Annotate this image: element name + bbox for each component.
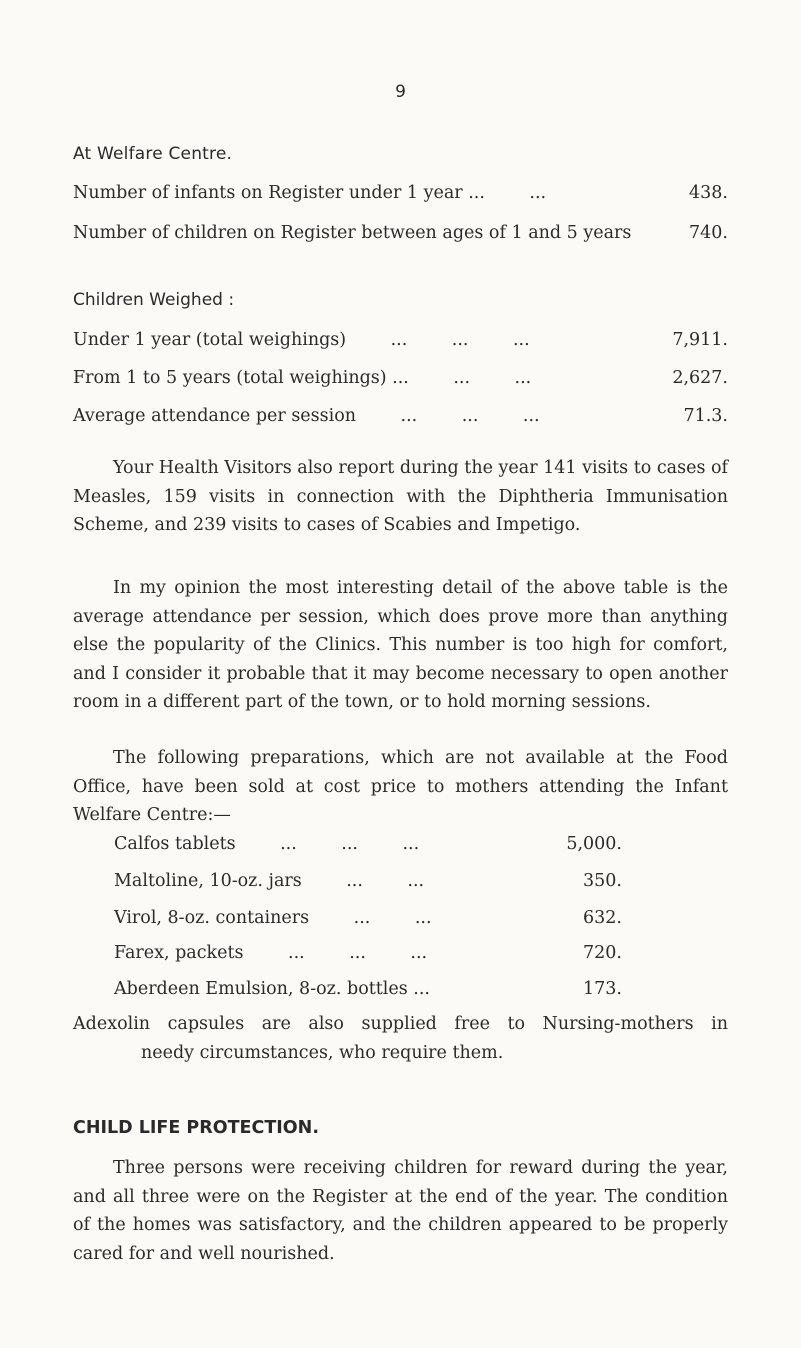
preparation-value: 5,000. — [566, 834, 622, 854]
preparation-label: Farex, packets ... ... ... — [114, 943, 428, 963]
preparation-row-virol — [114, 908, 622, 928]
preparation-row-maltoline — [114, 871, 622, 891]
paragraph-text: Three persons were receiving children for reward during the year, and all three were on the Register at the end of the year. The condition of the homes was satisfactory, and the children appeared to be properly cared for and well nourished. — [73, 1158, 728, 1264]
preparation-row-aberdeen — [114, 979, 622, 999]
adexolin-line-2: needy circumstances, who require them. — [141, 1043, 504, 1063]
preparation-value: 173. — [583, 979, 622, 999]
from-1-to-5-weighings-row — [73, 368, 728, 388]
row-label: Number of children on Register between ages of 1 and 5 years — [73, 223, 632, 243]
row-value: 2,627. — [672, 368, 728, 388]
preparations-intro-paragraph — [73, 744, 728, 830]
paragraph-text: The following preparations, which are not available at the Food Office, have been sold at cost price to mothers attending the Infant Welfare Centre:— — [73, 748, 728, 825]
row-label: Under 1 year (total weighings) ... ... ... — [73, 330, 530, 350]
preparation-row-calfos — [114, 834, 622, 854]
row-value: 740. — [689, 223, 728, 243]
page-number: 9 — [395, 82, 406, 102]
adexolin-line-1: Adexolin capsules are also supplied free to Nursing-mothers in — [73, 1014, 728, 1034]
preparation-label: Maltoline, 10-oz. jars ... ... — [114, 871, 425, 891]
row-label: From 1 to 5 years (total weighings) ... ... ... — [73, 368, 532, 388]
child-life-paragraph — [73, 1154, 728, 1268]
adexolin-note — [73, 1010, 728, 1068]
health-visitors-paragraph — [73, 454, 728, 540]
infants-register-row — [73, 183, 728, 203]
preparation-label: Aberdeen Emulsion, 8-oz. bottles ... — [114, 979, 430, 999]
average-attendance-row — [73, 406, 728, 426]
children-register-row — [73, 223, 728, 243]
paragraph-text: Your Health Visitors also report during the year 141 visits to cases of Measles, 159 visits in connection with the Diphtheria Immunisation Scheme, and 239 visits to cases of Scabies and Impetigo. — [73, 458, 728, 535]
row-label: Number of infants on Register under 1 year ... ... — [73, 183, 547, 203]
welfare-centre-heading: At Welfare Centre. — [73, 144, 233, 164]
row-value: 7,911. — [672, 330, 728, 350]
row-label: Average attendance per session ... ... ... — [73, 406, 540, 426]
opinion-paragraph — [73, 574, 728, 717]
preparation-row-farex — [114, 943, 622, 963]
preparation-value: 632. — [583, 908, 622, 928]
children-weighed-heading: Children Weighed : — [73, 290, 235, 310]
child-life-protection-title: CHILD LIFE PROTECTION. — [73, 1118, 319, 1138]
under-1-weighings-row — [73, 330, 728, 350]
preparation-label: Calfos tablets ... ... ... — [114, 834, 420, 854]
preparation-label: Virol, 8-oz. containers ... ... — [114, 908, 432, 928]
paragraph-text: In my opinion the most interesting detail of the above table is the average attendance per session, which does prove more than anything else the popularity of the Clinics. This number is too high for comfort, and I consider it probable that it may become necessary to open another room in a different part of the town, or to hold morning sessions. — [73, 578, 728, 712]
row-value: 438. — [689, 183, 728, 203]
preparation-value: 350. — [583, 871, 622, 891]
preparation-value: 720. — [583, 943, 622, 963]
row-value: 71.3. — [683, 406, 728, 426]
